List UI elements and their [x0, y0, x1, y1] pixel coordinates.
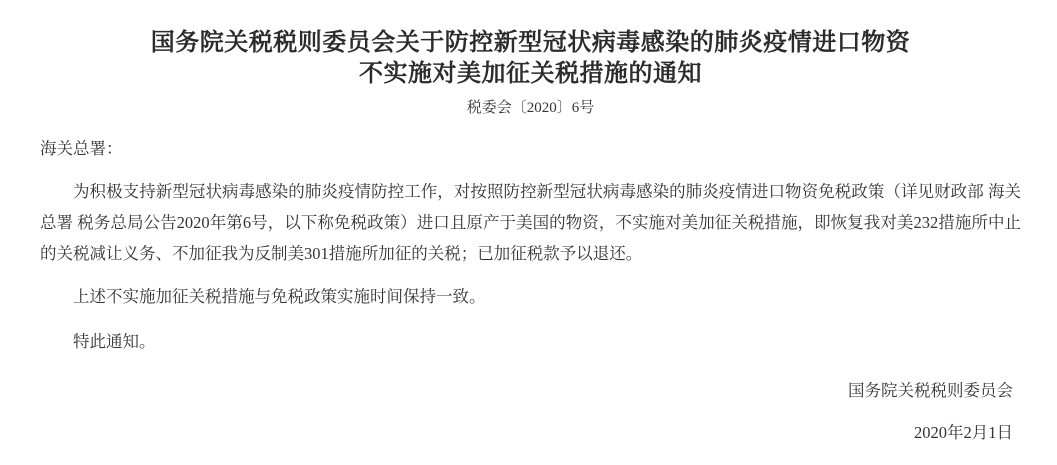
- addressee: 海关总署：: [40, 139, 123, 158]
- document-title: [40, 28, 1021, 90]
- body-paragraph-1: 为积极支持新型冠状病毒感染的肺炎疫情防控工作，对按照防控新型冠状病毒感染的肺炎疫情进口物资免税政策（详见财政部 海关总署 税务总局公告2020年第6号，以下称免税政策）进口且原产于美国的物资，不实施对美加征关税措施，即恢复我对美232措施所中止的关税减让义务、不加征我为反制美301措施所加征的关税；已加征税款予以退还。: [40, 182, 1021, 263]
- issuer-signature: 国务院关税税则委员会: [848, 381, 1013, 400]
- issue-date: 2020年2月1日: [914, 423, 1013, 442]
- document-number: 税委会〔2020〕6号: [466, 100, 595, 116]
- body-paragraph-2: 上述不实施加征关税措施与免税政策实施时间保持一致。: [73, 287, 486, 306]
- document-title-line-1: 国务院关税税则委员会关于防控新型冠状病毒感染的肺炎疫情进口物资: [150, 30, 911, 56]
- body-paragraph-3: 特此通知。: [73, 332, 156, 351]
- document-title-line-2: 不实施对美加征关税措施的通知: [359, 61, 702, 87]
